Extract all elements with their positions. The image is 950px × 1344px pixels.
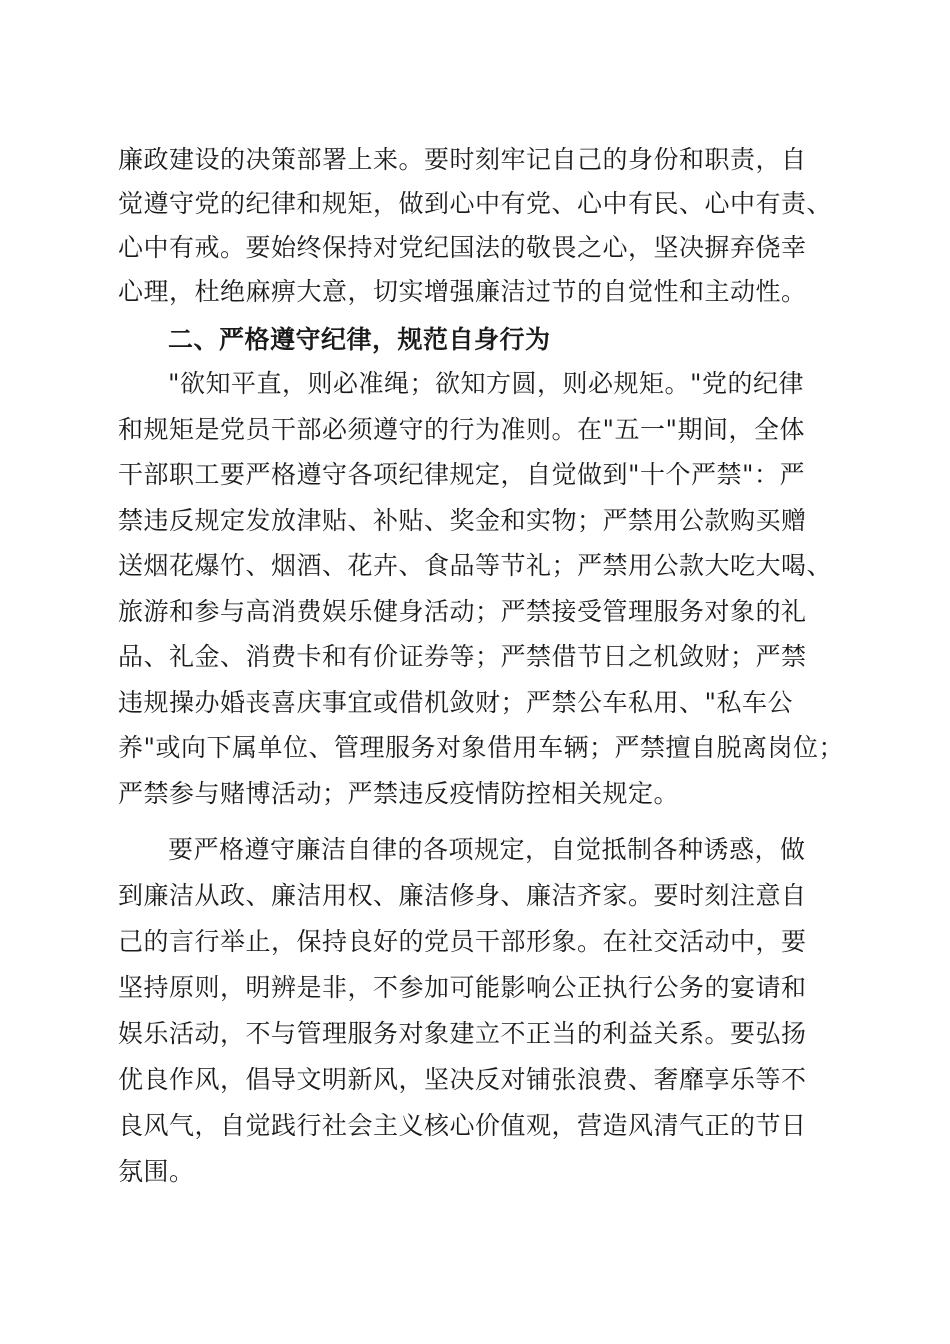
paragraph-line: 坚持原则，明辨是非，不参加可能影响公正执行公务的宴请和 [118, 973, 807, 1002]
paragraph-line: 心理，杜绝麻痹大意，切实增强廉洁过节的自觉性和主动性。 [118, 277, 807, 306]
paragraph-line: 养"或向下属单位、管理服务对象借用车辆；严禁擅自脱离岗位； [118, 733, 845, 762]
section-heading: 二、严格遵守纪律，规范自身行为 [168, 325, 551, 354]
paragraph-line: 禁违反规定发放津贴、补贴、奖金和实物；严禁用公款购买赠 [118, 506, 807, 535]
paragraph-line: 违规操办婚丧喜庆事宜或借机敛财；严禁公车私用、"私车公 [118, 688, 794, 717]
paragraph-line: 和规矩是党员干部必须遵守的行为准则。在"五一"期间，全体 [118, 415, 806, 444]
paragraph-line: 要严格遵守廉洁自律的各项规定，自觉抵制各种诱惑，做 [168, 835, 806, 864]
paragraph-line: 己的言行举止，保持良好的党员干部形象。在社交活动中，要 [118, 927, 807, 956]
paragraph-line: 到廉洁从政、廉洁用权、廉洁修身、廉洁齐家。要时刻注意自 [118, 881, 807, 910]
paragraph-line: 心中有戒。要始终保持对党纪国法的敬畏之心，坚决摒弃侥幸 [118, 233, 807, 262]
paragraph-line: "欲知平直，则必准绳；欲知方圆，则必规矩。"党的纪律 [168, 369, 805, 398]
paragraph-line: 旅游和参与高消费娱乐健身活动；严禁接受管理服务对象的礼 [118, 597, 807, 626]
paragraph-line: 品、礼金、消费卡和有价证券等；严禁借节日之机敛财；严禁 [118, 642, 807, 671]
paragraph-line: 氛围。 [118, 1157, 195, 1186]
paragraph-line: 优良作风，倡导文明新风，坚决反对铺张浪费、奢靡享乐等不 [118, 1065, 807, 1094]
paragraph-line: 廉政建设的决策部署上来。要时刻牢记自己的身份和职责，自 [118, 145, 807, 174]
paragraph-line: 娱乐活动，不与管理服务对象建立不正当的利益关系。要弘扬 [118, 1019, 807, 1048]
paragraph-line: 送烟花爆竹、烟酒、花卉、食品等节礼；严禁用公款大吃大喝、 [118, 551, 833, 580]
paragraph-line: 良风气，自觉践行社会主义核心价值观，营造风清气正的节日 [118, 1111, 807, 1140]
paragraph-line: 干部职工要严格遵守各项纪律规定，自觉做到"十个严禁"：严 [118, 460, 806, 489]
paragraph-line: 觉遵守党的纪律和规矩，做到心中有党、心中有民、心中有责、 [118, 189, 833, 218]
paragraph-line: 严禁参与赌博活动；严禁违反疫情防控相关规定。 [118, 779, 680, 808]
